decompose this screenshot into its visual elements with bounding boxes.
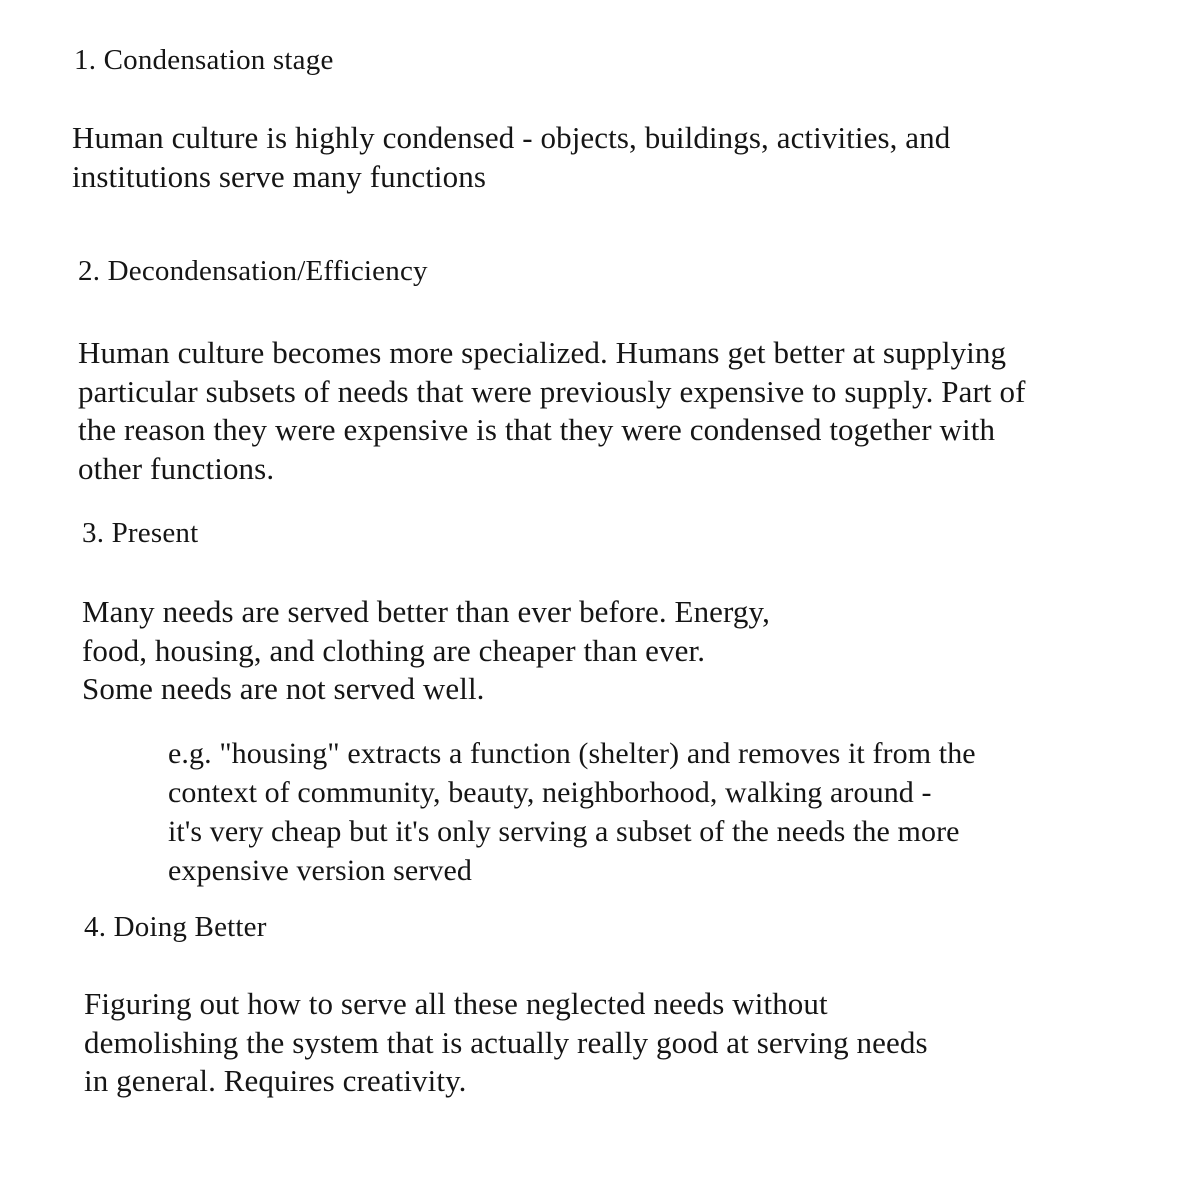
example-line: it's very cheap but it's only serving a subset of the needs the more xyxy=(168,815,960,848)
paragraph-line: Some needs are not served well. xyxy=(82,671,485,706)
example-line: context of community, beauty, neighborhood, walking around - xyxy=(168,776,932,809)
paragraph-line: other functions. xyxy=(78,450,275,486)
section-2-paragraph xyxy=(78,334,1026,488)
paragraph-line: food, housing, and clothing are cheaper than ever. xyxy=(82,632,706,668)
paragraph-line: Human culture becomes more specialized. Humans get better at supplying xyxy=(78,335,1007,370)
paragraph-line: the reason they were expensive is that they were condensed together with xyxy=(78,412,996,447)
section-4-paragraph xyxy=(84,985,928,1101)
paragraph-line: demolishing the system that is actually really good at serving needs xyxy=(84,1024,928,1060)
paragraph-line: particular subsets of needs that were previously expensive to supply. Part of xyxy=(78,373,1026,409)
paragraph-line: Many needs are served better than ever before. Energy, xyxy=(82,594,770,629)
paragraph-line: Figuring out how to serve all these neglected needs without xyxy=(84,986,828,1021)
example-line: expensive version served xyxy=(168,854,472,887)
paragraph-line: institutions serve many functions xyxy=(72,158,487,194)
section-3-heading: 3. Present xyxy=(82,517,199,549)
section-1-paragraph xyxy=(72,119,950,196)
section-1-heading: 1. Condensation stage xyxy=(74,44,334,76)
example-line: e.g. "housing" extracts a function (shelter) and removes it from the xyxy=(168,737,976,770)
paragraph-line: in general. Requires creativity. xyxy=(84,1063,467,1098)
section-2-heading: 2. Decondensation/Efficiency xyxy=(78,255,428,287)
section-3-paragraph xyxy=(82,593,770,709)
section-4-heading: 4. Doing Better xyxy=(84,911,267,943)
paragraph-line: Human culture is highly condensed - objects, buildings, activities, and xyxy=(72,120,951,155)
section-3-example xyxy=(168,734,976,890)
